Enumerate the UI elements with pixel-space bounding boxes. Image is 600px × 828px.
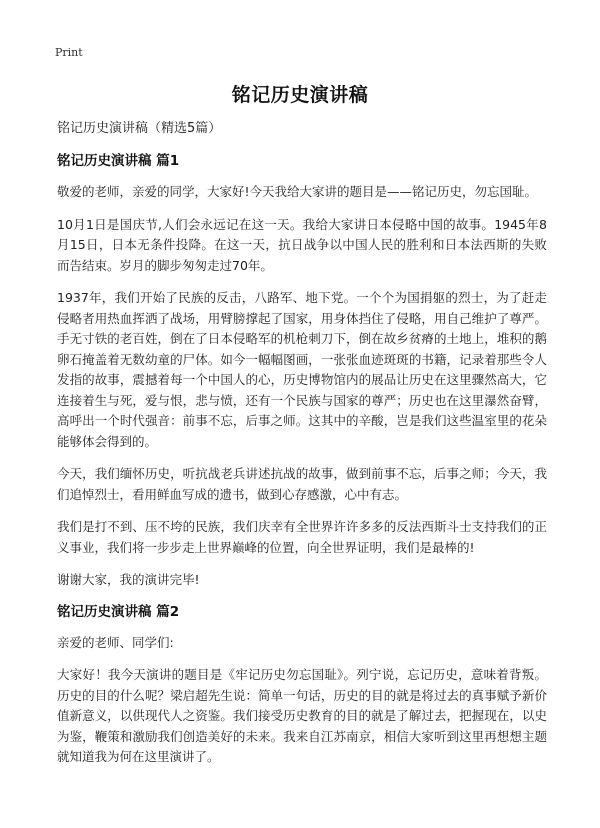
- paragraph: 1937年，我们开始了民族的反击，八路军、地下党。一个个为国捐躯的烈士，为了赶走侵略者用热血挥洒了战场，用臂膀撑起了国家，用身体挡住了侵略，用自己维护了尊严。手无寸铁的老百姓，倒在了日本侵略军的机枪刺刀下，倒在故乡贫瘠的土地上，堆积的鹅卵石掩盖着无数幼童的尸体。如今一幅幅图画，一张张血迹斑斑的书籍，记录着那些令人发指的故事，震撼着每一个中国人的心，历史博物馆内的展品让历史在这里骤然高大，它连接着生与死，爱与恨，悲与愤，还有一个民族与国家的尊严；历史也在这里瀑然奋臂，高呼出一个时代强音：前事不忘，后事之师。这其中的辛酸，岂是我们这些温室里的花朵能够体会得到的。: [57, 290, 547, 449]
- document-body: [57, 120, 547, 780]
- paragraph: 大家好！我今天演讲的题目是《牢记历史勿忘国耻》。列宁说，忘记历史，意味着背叛。历史的目的什么呢？梁启超先生说：简单一句话，历史的目的就是将过去的真事赋予新价值新意义，以供现代人之资鉴。我们接受历史教育的目的就是了解过去，把握现在，以史为鉴，鞭策和激励我们创造美好的未来。我来自江苏南京，相信大家听到这里再想想主题就知道我为何在这里演讲了。: [57, 667, 547, 764]
- paragraph: 我们是打不到、压不垮的民族，我们庆幸有全世界许许多多的反法西斯斗士支持我们的正义事业，我们将一步步走上世界巅峰的位置，向全世界证明，我们是最棒的!: [57, 519, 547, 555]
- paragraph: 今天，我们缅怀历史，听抗战老兵讲述抗战的故事，做到前事不忘，后事之师；今天，我们追悼烈士，看用鲜血写成的遗书，做到心存感激，心中有志。: [57, 466, 547, 502]
- section-heading: 铭记历史演讲稿 篇2: [57, 603, 180, 620]
- paragraph: 敬爱的老师，亲爱的同学，大家好!今天我给大家讲的题目是——铭记历史，勿忘国耻。: [57, 184, 538, 199]
- page-title: 铭记历史演讲稿: [231, 84, 369, 106]
- section-1: [57, 152, 547, 591]
- paragraph: 谢谢大家，我的演讲完毕!: [57, 572, 200, 587]
- print-link[interactable]: Print: [55, 46, 83, 59]
- paragraph: 10月1日是国庆节,人们会永远记在这一天。我给大家讲日本侵略中国的故事。1945年8月15日，日本无条件投降。在这一天，抗日战争以中国人民的胜利和日本法西斯的失败而告结束。岁月的脚步匆匆走过70年。: [57, 216, 547, 273]
- section-2: [57, 603, 547, 768]
- paragraph: 亲爱的老师、同学们:: [57, 634, 174, 650]
- document-subtitle: 铭记历史演讲稿（精选5篇）: [57, 121, 222, 136]
- section-heading: 铭记历史演讲稿 篇1: [57, 153, 180, 169]
